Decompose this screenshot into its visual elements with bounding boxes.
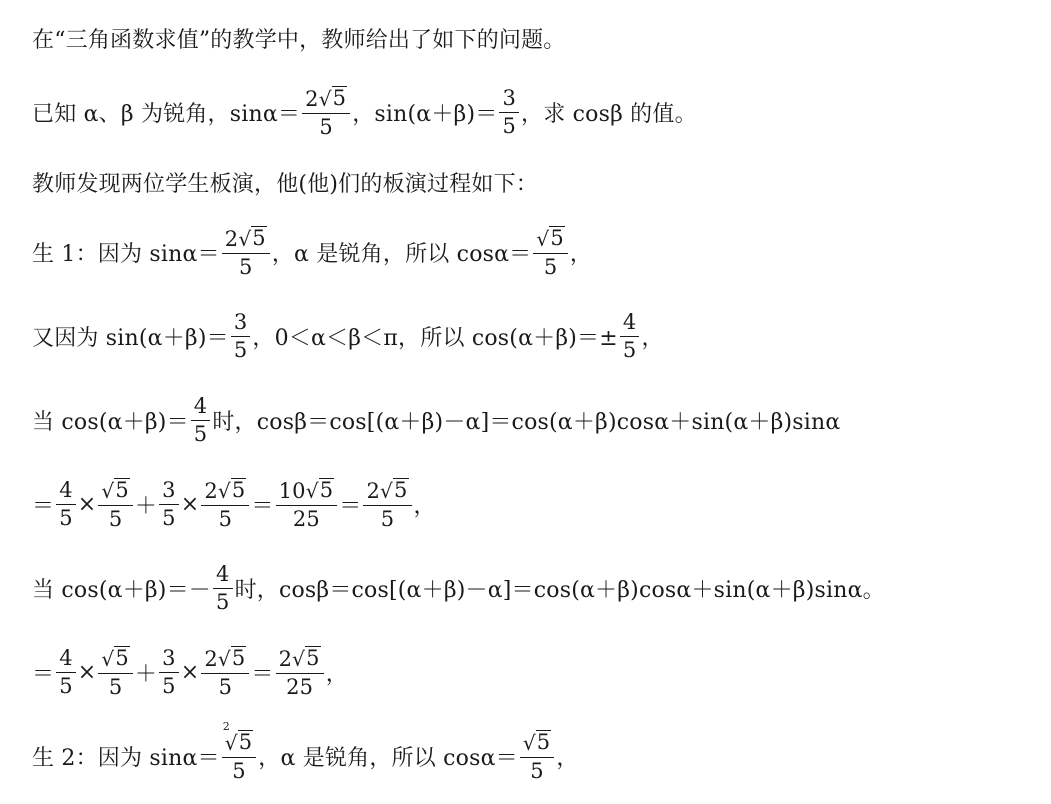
fraction <box>98 478 133 530</box>
times-sign: × <box>77 659 97 685</box>
denominator: 5 <box>530 759 544 784</box>
radical: √ 5 <box>380 477 408 504</box>
denominator: 5 <box>543 255 558 280</box>
numerator: 4 <box>191 396 211 421</box>
numerator: 3 <box>159 648 179 673</box>
denominator: 5 <box>162 505 176 530</box>
student2-text-c: ， <box>556 745 579 771</box>
radical: √ 5 <box>101 477 129 504</box>
fraction <box>222 226 270 278</box>
radicand: 5 <box>332 85 347 110</box>
num-coef: 2 <box>204 479 218 504</box>
equals-sign: ＝ <box>32 661 55 687</box>
radicand: 5 <box>115 477 129 502</box>
radicand: 5 <box>550 225 564 250</box>
denominator: 5 <box>108 507 123 532</box>
student1-text-a: 生 1：因为 sinα＝ <box>32 241 220 267</box>
observation-text: 教师发现两位学生板演，他(他)们的板演过程如下： <box>32 171 538 197</box>
fraction <box>363 478 411 530</box>
numerator: 3 <box>499 88 519 113</box>
fraction <box>231 309 251 362</box>
student1-line2 <box>32 306 1043 366</box>
comma: ， <box>413 493 436 519</box>
student1-text-b: ，α 是锐角，所以 cosα＝ <box>271 241 532 267</box>
denominator: 5 <box>380 507 395 532</box>
fraction <box>302 86 350 138</box>
radical: √ 5 <box>522 729 551 756</box>
num-coef: 2 <box>224 227 239 252</box>
denominator: 5 <box>239 255 253 280</box>
case2-text-b: 时，cosβ＝cos[(α＋β)－α]＝cos(α＋β)cosα＋sin(α＋β)sinα。 <box>234 577 885 603</box>
radical: √ 5 <box>101 645 129 672</box>
denominator: 5 <box>502 113 517 138</box>
numerator: 4 <box>56 480 76 505</box>
denominator: 5 <box>319 115 333 140</box>
problem-line <box>32 82 1043 142</box>
case1-calc-line <box>32 474 1043 534</box>
denominator: 5 <box>193 421 208 446</box>
observation-line <box>32 152 1043 212</box>
student1-line1 <box>32 222 1043 282</box>
student2-text-a: 生 2：因为 sinα＝ <box>32 745 220 771</box>
fraction <box>159 645 179 698</box>
radicand: 5 <box>393 477 408 502</box>
radical: √ 5 <box>536 225 564 252</box>
numerator: 3 <box>159 480 179 505</box>
radicand: 5 <box>252 225 266 250</box>
radicand: 5 <box>319 477 334 502</box>
radical: √ 5 <box>318 85 347 112</box>
denominator: 5 <box>216 589 230 614</box>
fraction <box>276 646 324 698</box>
times-sign: × <box>180 659 200 685</box>
fraction <box>201 478 249 530</box>
intro-text: 在“三角函数求值”的教学中，教师给出了如下的问题。 <box>32 27 566 53</box>
fraction <box>499 85 519 138</box>
num-coef: 2 <box>204 647 218 672</box>
fraction <box>533 226 568 278</box>
radical: √ 5 <box>217 477 246 504</box>
case1-text-a: 当 cos(α＋β)＝ <box>32 409 189 435</box>
student2-line <box>32 719 1043 786</box>
plus-sign: ＋ <box>134 661 158 687</box>
line5-text-b: ，0＜α＜β＜π，所以 cos(α＋β)＝± <box>252 325 618 351</box>
radical: √ 5 <box>292 645 320 672</box>
radicand: 5 <box>231 477 246 502</box>
radicand: 5 <box>231 645 246 670</box>
intro-line <box>32 8 1043 68</box>
equals-sign: ＝ <box>32 493 55 519</box>
fraction <box>222 719 257 784</box>
fraction <box>56 477 76 530</box>
equals-sign: ＝ <box>251 661 274 687</box>
radicand: 5 <box>536 729 551 754</box>
student2-text-b: ，α 是锐角，所以 cosα＝ <box>258 745 518 771</box>
times-sign: × <box>77 491 97 517</box>
student1-text-c: ， <box>569 241 593 267</box>
denominator: 5 <box>59 673 73 698</box>
line5-text-c: ， <box>641 325 664 351</box>
fraction <box>213 561 233 614</box>
times-sign: × <box>180 491 200 517</box>
denominator: 5 <box>108 675 123 700</box>
radicand: 5 <box>306 645 320 670</box>
equals-sign: ＝ <box>251 493 274 519</box>
line5-text-a: 又因为 sin(α＋β)＝ <box>32 325 229 351</box>
denominator: 25 <box>292 507 320 532</box>
fraction <box>98 646 133 698</box>
num-coef: 2 <box>305 87 319 112</box>
fraction <box>56 645 76 698</box>
problem-text-a: 已知 α、β 为锐角，sinα＝ <box>32 101 301 127</box>
denominator: 5 <box>622 337 637 362</box>
radical: √ 5 <box>305 477 334 504</box>
radical: √ 5 <box>217 645 246 672</box>
denominator: 5 <box>232 759 246 784</box>
fraction <box>620 309 640 362</box>
fraction <box>159 477 179 530</box>
fraction <box>191 393 211 446</box>
radical-index: 2 <box>222 719 230 733</box>
problem-text-b: ，sin(α＋β)＝ <box>352 101 498 127</box>
fraction <box>520 730 555 782</box>
plus-sign: ＋ <box>134 493 158 519</box>
denominator: 5 <box>218 675 233 700</box>
fraction <box>201 646 249 698</box>
numerator: 4 <box>213 564 233 589</box>
case1-line <box>32 390 1043 450</box>
case1-text-b: 时，cosβ＝cos[(α＋β)－α]＝cos(α＋β)cosα＋sin(α＋β)sinα <box>212 409 841 435</box>
numerator: 4 <box>620 312 640 337</box>
denominator: 5 <box>59 505 73 530</box>
num-coef: 2 <box>366 479 381 504</box>
radical: √ 5 <box>238 225 266 252</box>
radical: 2 √ 5 <box>222 719 253 756</box>
fraction <box>276 478 338 530</box>
case2-calc-line <box>32 642 1043 702</box>
num-coef: 2 <box>278 647 293 672</box>
equals-sign: ＝ <box>339 493 362 519</box>
radicand: 5 <box>115 645 129 670</box>
denominator: 25 <box>286 675 314 700</box>
numerator: 3 <box>231 312 251 337</box>
denominator: 5 <box>233 337 248 362</box>
case2-line <box>32 558 1043 618</box>
numerator: 4 <box>56 648 76 673</box>
num-coef: 10 <box>278 479 306 504</box>
denominator: 5 <box>218 507 233 532</box>
comma: ， <box>325 661 348 687</box>
case2-text-a: 当 cos(α＋β)＝－ <box>32 577 211 603</box>
problem-text-c: ，求 cosβ 的值。 <box>521 101 697 127</box>
radicand: 5 <box>238 729 253 754</box>
denominator: 5 <box>162 673 176 698</box>
